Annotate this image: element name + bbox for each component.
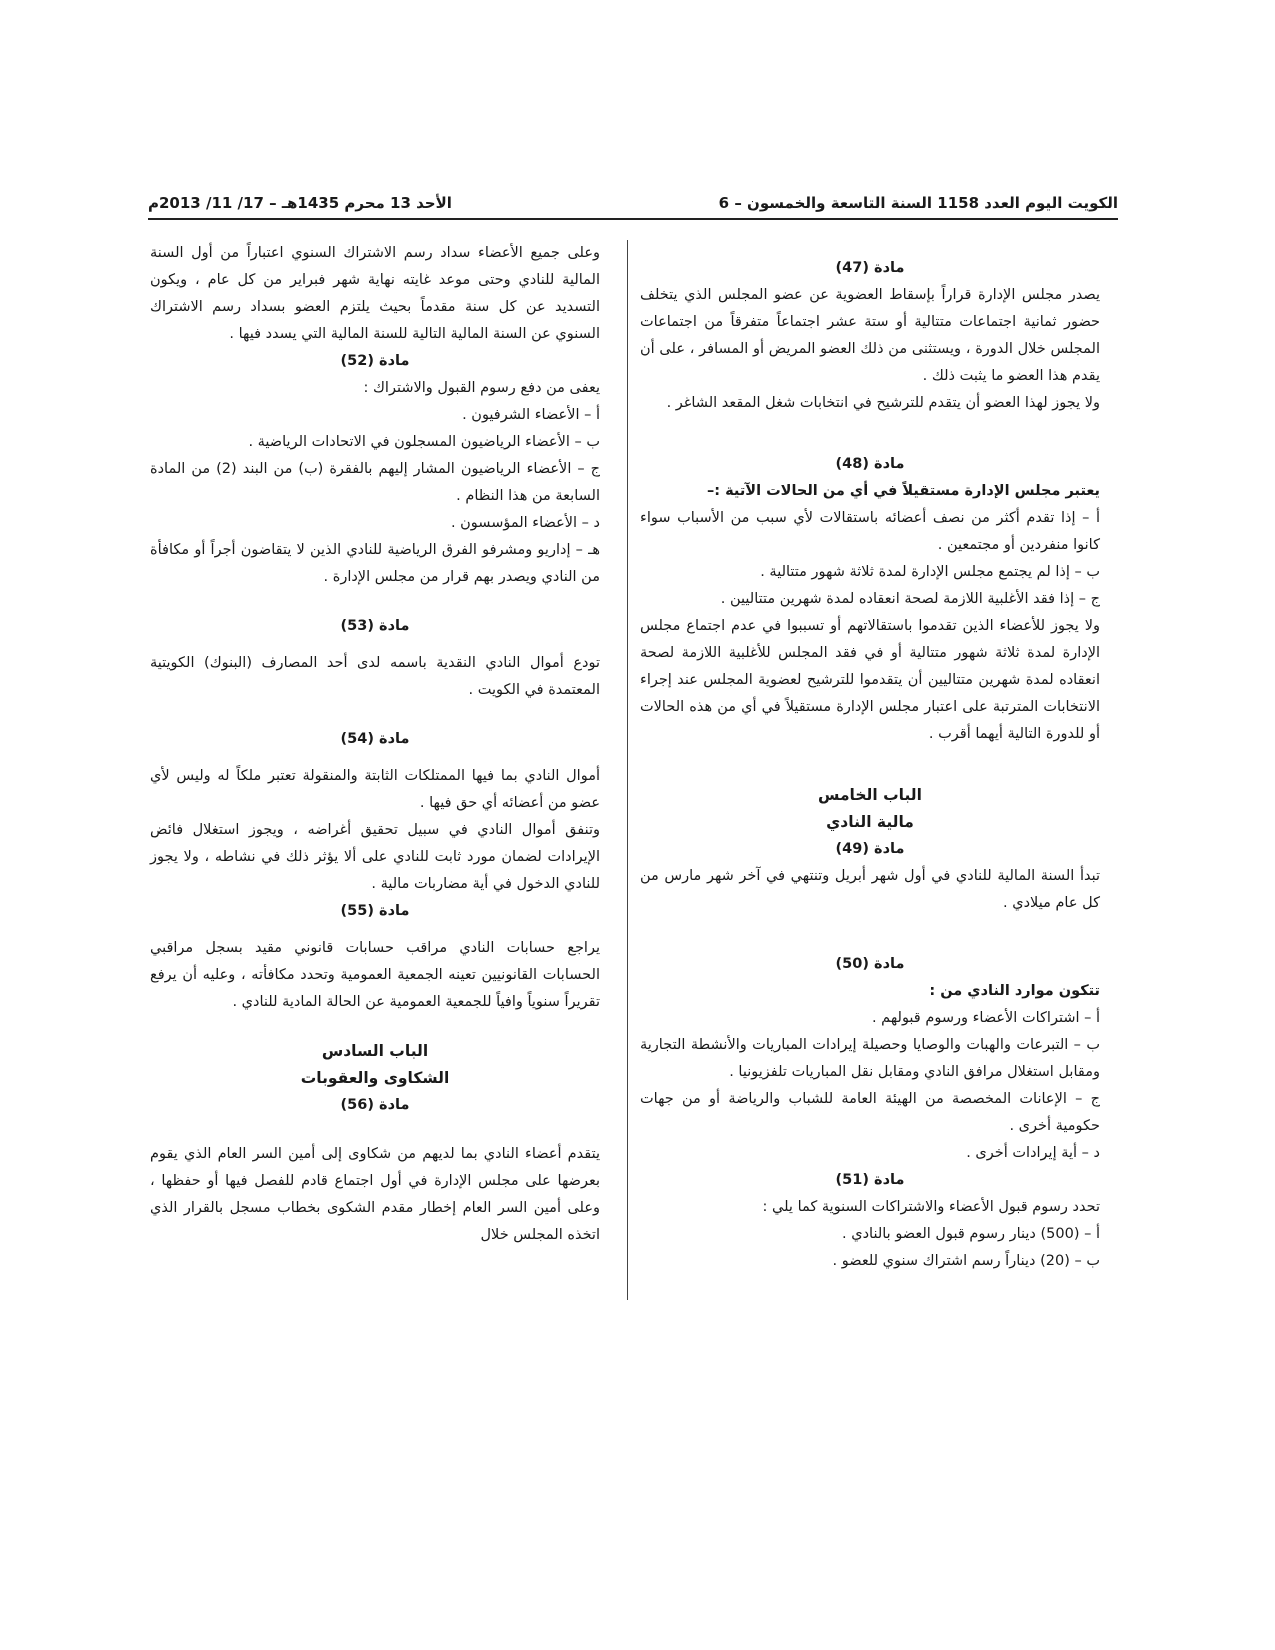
article-48-item-c: ج – إذا فقد الأغلبية اللازمة لصحة انعقاده لمدة شهرين متتاليين . [720,591,1100,607]
article-50-item-d: د – أية إيرادات أخرى . [966,1145,1100,1161]
right-column [640,255,1100,1275]
article-48-title: مادة (48) [835,456,905,472]
article-54-title: مادة (54) [340,731,410,747]
article-52-item-e: هـ – إداريو ومشرفو الفرق الرياضية للنادي الذين لا يتقاضون أجراً أو مكافأة من النادي ويصدر بهم قرار من مجلس الإدارة . [150,542,600,585]
article-55-paragraph-1: يراجع حسابات النادي مراقب حسابات قانوني مقيد بسجل مراقبي الحسابات القانونيين تعينه الجمعية العمومية وتحدد مكافأته ، وعليه أن يرفع تقريراً سنوياً وافياً للجمعية العمومية عن الحالة المادية للنادي . [150,940,600,1010]
article-51-item-b: ب – (20) ديناراً رسم اشتراك سنوي للعضو . [832,1253,1100,1269]
article-52-item-d: د – الأعضاء المؤسسون . [450,515,600,531]
article-48-intro: يعتبر مجلس الإدارة مستقيلاً في أي من الحالات الآتية :– [707,483,1100,499]
article-50-item-c: ج – الإعانات المخصصة من الهيئة العامة للشباب والرياضة أو من جهات حكومية أخرى . [640,1091,1100,1134]
article-51-title: مادة (51) [835,1172,905,1188]
article-53-paragraph-1: تودع أموال النادي النقدية باسمه لدى أحد المصارف (البنوك) الكويتية المعتمدة في الكويت . [150,655,600,698]
article-52-item-b: ب – الأعضاء الرياضيون المسجلون في الاتحادات الرياضية . [248,434,600,450]
article-51-intro: تحدد رسوم قبول الأعضاء والاشتراكات السنوية كما يلي : [762,1199,1100,1215]
chapter-5-subheading: مالية النادي [826,813,914,831]
article-50-item-a: أ – اشتراكات الأعضاء ورسوم قبولهم . [871,1010,1100,1026]
chapter-5-heading: الباب الخامس [818,786,922,804]
article-48-paragraph-2: ولا يجوز للأعضاء الذين تقدموا باستقالاتهم أو تسببوا في عدم اجتماع مجلس الإدارة لمدة ثلاثة شهور متتالية أو في فقد المجلس للأغلبية اللازمة لصحة انعقاده لمدة شهرين متتاليين أن يتقدموا للترشيح لعضوية المجلس عند إجراء الانتخابات المترتبة على اعتبار مجلس الإدارة مستقيلاً في أي من هذه الحالات أو للدورة التالية أيهما أقرب . [640,618,1100,742]
article-48-item-b: ب – إذا لم يجتمع مجلس الإدارة لمدة ثلاثة شهور متتالية . [760,564,1100,580]
article-52-item-c: ج – الأعضاء الرياضيون المشار إليهم بالفقرة (ب) من البند (2) من المادة السابعة من هذا النظام . [150,461,600,504]
chapter-6-subheading: الشكاوى والعقوبات [300,1069,450,1087]
article-54-paragraph-2: وتنفق أموال النادي في سبيل تحقيق أغراضه ، ويجوز استغلال فائض الإيرادات لضمان مورد ثابت للنادي على ألا يؤثر ذلك في نشاطه ، ولا يجوز للنادي الدخول في أية مضاربات مالية . [150,822,600,892]
article-48-item-a: أ – إذا تقدم أكثر من نصف أعضائه باستقالات لأي سبب من الأسباب سواء كانوا منفردين أو مجتمعين . [640,510,1100,553]
article-52-intro: يعفى من دفع رسوم القبول والاشتراك : [363,380,600,396]
article-49-paragraph-1: تبدأ السنة المالية للنادي في أول شهر أبريل وتنتهي في آخر شهر مارس من كل عام ميلادي . [640,868,1100,911]
chapter-6-heading: الباب السادس [321,1042,429,1060]
article-56-paragraph-1: يتقدم أعضاء النادي بما لديهم من شكاوى إلى أمين السر العام الذي يقوم بعرضها على مجلس الإدارة في أول اجتماع قادم للفصل فيها أو حفظها ، وعلى أمين السر العام إخطار مقدم الشكوى بخطاب مسجل بالقرار الذي اتخذه المجلس خلال [150,1146,600,1243]
header-rule [148,218,1118,220]
article-50-title: مادة (50) [835,956,905,972]
article-47-title: مادة (47) [835,260,905,276]
article-55-title: مادة (55) [340,903,410,919]
header-issue-info: الكويت اليوم العدد 1158 السنة التاسعة والخمسون – 6 [718,194,1118,212]
article-54-paragraph-1: أموال النادي بما فيها الممتلكات الثابتة والمنقولة تعتبر ملكاً له وليس لأي عضو من أعضائه أي حق فيها . [150,768,600,811]
article-47-paragraph-2: ولا يجوز لهذا العضو أن يتقدم للترشيح في انتخابات شغل المقعد الشاغر . [666,395,1100,411]
header-date: الأحد 13 محرم 1435هـ – 17/ 11/ 2013م [148,194,452,212]
continuation-paragraph: وعلى جميع الأعضاء سداد رسم الاشتراك السنوي اعتباراً من أول السنة المالية للنادي وحتى موعد غايته نهاية شهر فبراير من كل عام ، ويكون التسديد عن كل سنة مقدماً بحيث يلتزم العضو بسداد رسم الاشتراك السنوي عن السنة المالية التالية للسنة المالية التي يسدد فيها . [150,245,600,342]
article-52-title: مادة (52) [340,353,410,369]
article-56-title: مادة (56) [340,1097,410,1113]
article-53-title: مادة (53) [340,618,410,634]
column-divider [627,240,628,1300]
article-49-title: مادة (49) [835,841,905,857]
left-column [150,240,600,1249]
article-51-item-a: أ – (500) دينار رسوم قبول العضو بالنادي . [842,1226,1100,1242]
article-50-intro: تتكون موارد النادي من : [929,983,1100,999]
page-header [148,190,1118,216]
article-52-item-a: أ – الأعضاء الشرفيون . [462,407,600,423]
article-50-item-b: ب – التبرعات والهبات والوصايا وحصيلة إيرادات المباريات والأنشطة التجارية ومقابل استغلال مرافق النادي ومقابل نقل المباريات تلفزيونيا . [640,1037,1100,1080]
article-47-paragraph-1: يصدر مجلس الإدارة قراراً بإسقاط العضوية عن عضو المجلس الذي يتخلف حضور ثمانية اجتماعات متتالية أو ستة عشر اجتماعاً متفرقاً من اجتماعات المجلس خلال الدورة ، ويستثنى من ذلك العضو المريض أو المسافر ، على أن يقدم هذا العضو ما يثبت ذلك . [640,287,1100,384]
